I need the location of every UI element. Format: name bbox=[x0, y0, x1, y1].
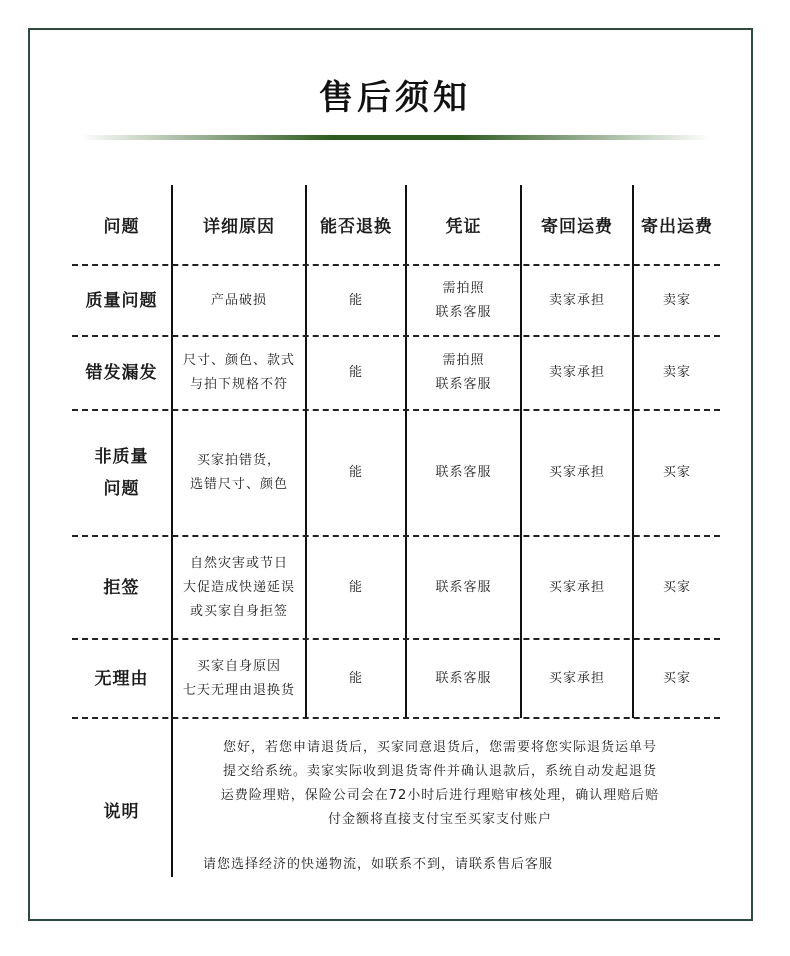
row-send-fee: 买家 bbox=[662, 670, 691, 686]
row-exchange: 能 bbox=[348, 670, 363, 686]
row-return-fee: 买家承担 bbox=[548, 670, 605, 686]
row-proof: 需拍照 联系客服 bbox=[435, 280, 492, 320]
note-label: 说明 bbox=[103, 802, 140, 822]
row-issue: 无理由 bbox=[94, 668, 149, 689]
row-issue: 错发漏发 bbox=[85, 363, 158, 383]
row-reason: 自然灾害或节日 大促造成快递延误 或买家自身拒签 bbox=[182, 555, 295, 619]
row-reason: 买家拍错货， 选错尺寸、颜色 bbox=[189, 453, 288, 492]
row-return-fee: 卖家承担 bbox=[548, 365, 605, 380]
note-line: 运费险理赔，保险公司会在72小时后进行理赔审核处理，确认理赔后赔 bbox=[220, 788, 660, 803]
row-proof: 联系客服 bbox=[435, 465, 492, 480]
row-exchange: 能 bbox=[348, 292, 363, 308]
row-proof: 联系客服 bbox=[435, 670, 492, 686]
header-proof: 凭证 bbox=[445, 217, 482, 237]
row-exchange: 能 bbox=[348, 579, 363, 595]
row-return-fee: 卖家承担 bbox=[548, 292, 605, 308]
row-return-fee: 买家承担 bbox=[548, 465, 605, 480]
note-line: 您好，若您申请退货后，买家同意退货后，您需要将您实际退货运单号 bbox=[222, 740, 657, 755]
title-underline bbox=[80, 135, 710, 140]
header-exchange: 能否退换 bbox=[320, 217, 392, 237]
note-text bbox=[180, 736, 700, 832]
row-divider bbox=[72, 717, 720, 719]
row-proof: 需拍照 联系客服 bbox=[435, 353, 492, 392]
row-return-fee: 买家承担 bbox=[548, 579, 605, 595]
page-title: 售后须知 bbox=[319, 78, 471, 118]
row-exchange: 能 bbox=[348, 365, 363, 380]
row-reason: 产品破损 bbox=[210, 292, 267, 308]
note-footer: 请您选择经济的快递物流，如联系不到，请联系售后客服 bbox=[203, 857, 554, 872]
row-reason: 尺寸、颜色、款式 与拍下规格不符 bbox=[182, 353, 295, 392]
note-line: 付金额将直接支付宝至买家支付账户 bbox=[327, 812, 552, 827]
header-send-fee: 寄出运费 bbox=[641, 217, 713, 237]
row-issue: 非质量 问题 bbox=[94, 447, 149, 499]
row-send-fee: 买家 bbox=[662, 579, 691, 595]
header-return-fee: 寄回运费 bbox=[541, 217, 613, 237]
row-issue: 质量问题 bbox=[85, 290, 158, 311]
note-line: 提交给系统。卖家实际收到退货寄件并确认退款后，系统自动发起退货 bbox=[222, 764, 657, 779]
header-issue: 问题 bbox=[103, 217, 140, 237]
row-send-fee: 买家 bbox=[662, 465, 691, 480]
row-exchange: 能 bbox=[348, 465, 363, 480]
row-send-fee: 卖家 bbox=[662, 292, 691, 308]
row-proof: 联系客服 bbox=[435, 579, 492, 595]
row-reason: 买家自身原因 七天无理由退换货 bbox=[182, 658, 295, 698]
row-send-fee: 卖家 bbox=[662, 365, 691, 380]
header-reason: 详细原因 bbox=[203, 217, 275, 237]
row-issue: 拒签 bbox=[103, 577, 140, 598]
